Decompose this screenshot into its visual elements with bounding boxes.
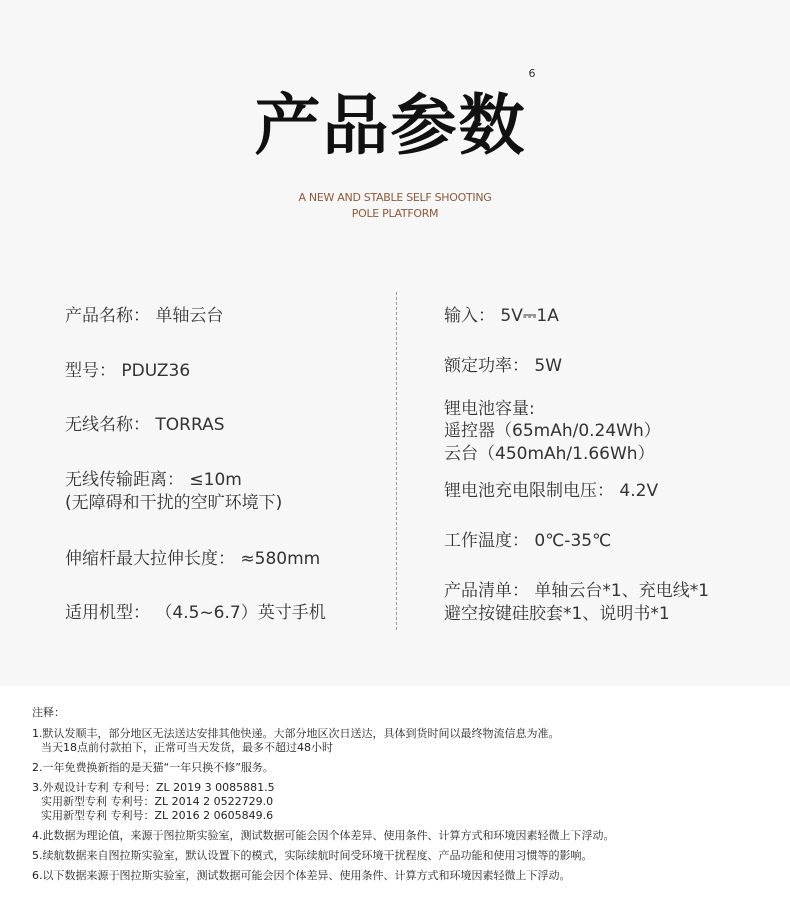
subtitle-line-1: A NEW AND STABLE SELF SHOOTING [298, 191, 492, 204]
notes-heading: 注释： [32, 706, 65, 719]
footnote-marker: 6 [528, 67, 538, 80]
note-line: 2.一年免费换新指的是天猫“一年只换不修”服务。 [32, 761, 274, 774]
spec-charge-voltage: 锂电池充电限制电压： 4.2V [444, 481, 659, 501]
spec-wireless-range-note: (无障碍和干扰的空旷环境下) [65, 493, 283, 513]
spec-product-name: 产品名称： 单轴云台 [65, 306, 224, 326]
subtitle-line-2: POLE PLATFORM [351, 207, 439, 220]
spec-battery-remote: 遥控器（65mAh/0.24Wh） [444, 421, 661, 441]
spec-wireless-name: 无线名称： TORRAS [65, 415, 225, 435]
note-line: 实用新型专利 专利号：ZL 2016 2 0605849.6 [41, 809, 274, 822]
spec-temperature: 工作温度： 0℃-35℃ [444, 531, 612, 551]
note-item [32, 869, 772, 883]
spec-input: 输入： 5V⎓1A [444, 306, 559, 326]
spec-model: 型号： PDUZ36 [65, 361, 191, 381]
note-item [32, 829, 772, 843]
spec-battery-gimbal: 云台（450mAh/1.66Wh） [444, 444, 655, 464]
note-item [32, 849, 772, 863]
column-divider [396, 292, 397, 630]
notes-section [32, 706, 772, 889]
note-line: 6.以下数据来源于图拉斯实验室，测试数据可能会因个体差异、使用条件、计算方式和环境因素轻微上下浮动。 [32, 869, 571, 882]
note-line: 当天18点前付款拍下，正常可当天发货，最多不超过48小时 [41, 741, 333, 754]
note-line: 1.默认发顺丰，部分地区无法送达安排其他快递。大部分地区次日送达，具体到货时间以最终物流信息为准。 [32, 727, 560, 740]
page-title [0, 67, 790, 166]
subtitle [0, 190, 790, 222]
note-item [32, 781, 772, 823]
spec-wireless-range: 无线传输距离： ≤10m [65, 470, 242, 490]
spec-battery-capacity: 锂电池容量: [444, 399, 535, 419]
spec-package-list: 产品清单： 单轴云台*1、充电线*1 [444, 581, 710, 601]
spec-package-list-cont: 避空按键硅胶套*1、说明书*1 [444, 604, 670, 624]
note-line: 实用新型专利 专利号：ZL 2014 2 0522729.0 [41, 795, 274, 808]
note-item [32, 761, 772, 775]
page-title-text: 产品参数 [254, 87, 527, 164]
note-line: 3.外观设计专利 专利号：ZL 2019 3 0085881.5 [32, 781, 275, 794]
spec-rated-power: 额定功率： 5W [444, 356, 563, 376]
note-item [32, 727, 772, 755]
spec-compatible-phones: 适用机型： （4.5~6.7）英寸手机 [65, 603, 326, 623]
spec-pole-length: 伸缩杆最大拉伸长度： ≈580mm [65, 549, 321, 569]
note-line: 4.此数据为理论值，来源于图拉斯实验室，测试数据可能会因个体差异、使用条件、计算方式和环境因素轻微上下浮动。 [32, 829, 615, 842]
note-line: 5.续航数据来自图拉斯实验室，默认设置下的模式，实际续航时间受环境干扰程度、产品功能和使用习惯等的影响。 [32, 849, 593, 862]
